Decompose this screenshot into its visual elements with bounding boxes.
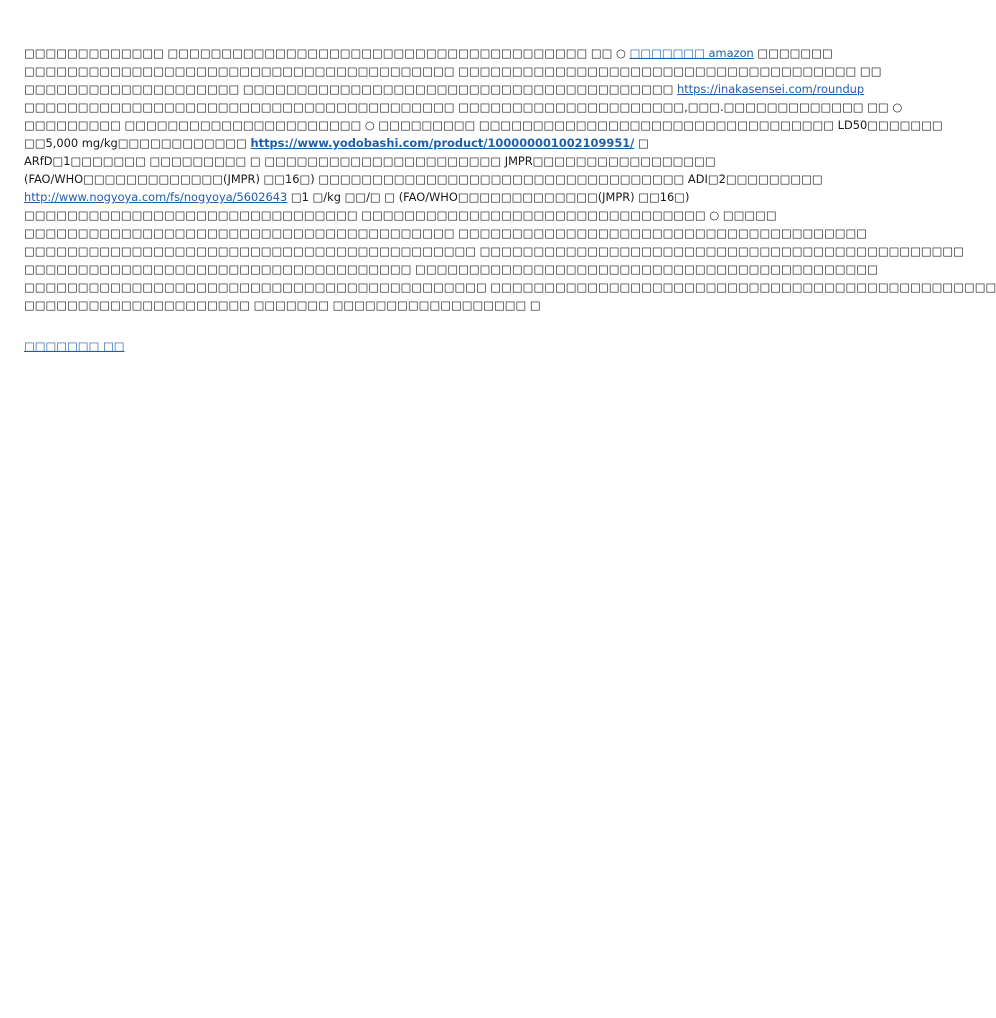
text-segment: □□□□□□□□□□□□□□□□□□□□□□□□□□□□□□□□□□□□□□□□ □□□□□□□□□□□□□□□□□□□□□,□□□.□□□□□□□□□□□□□ □□ ○ <box>24 100 903 114</box>
text-line <box>24 242 964 260</box>
text-line <box>24 278 996 296</box>
text-line <box>24 62 882 80</box>
text-line <box>24 116 943 134</box>
read-more-link[interactable]: □□□□□□□ □□ <box>24 339 125 353</box>
hyperlink[interactable]: https://www.yodobashi.com/product/100000001002109951/ <box>250 136 635 150</box>
text-segment: □□□□□□□□□□□□□□□□□□□□□□□□□□□□□□□□□□□□□□□□ □□□□□□□□□□□□□□□□□□□□□□□□□□□□□□□□□□□□□□ <box>24 226 868 240</box>
hyperlink[interactable]: https://inakasensei.com/roundup <box>676 82 865 96</box>
text-line <box>24 44 833 62</box>
text-segment: □ <box>634 136 649 150</box>
text-segment: □□□□□□□ <box>753 46 833 60</box>
text-segment: □□□□□□□□□□□□□□□□□□□□□□□□□□□□□□□□□□□□□□□□□□□ □□□□□□□□□□□□□□□□□□□□□□□□□□□□□□□□□□□□□□□□□□□□□□□ <box>24 280 996 294</box>
text-line <box>24 134 696 152</box>
text-line <box>24 260 878 278</box>
text-line <box>24 188 696 206</box>
text-line <box>24 224 868 242</box>
text-segment: (FAO/WHO□□□□□□□□□□□□□(JMPR) □□16□) □□□□□□□□□□□□□□□□□□□□□□□□□□□□□□□□□□ ADI□2□□□□□□□□□ <box>24 172 823 186</box>
text-line <box>24 206 777 224</box>
text-segment: □□□□□□□□□ □□□□□□□□□□□□□□□□□□□□□□ ○ □□□□□□□□□ □□□□□□□□□□□□□□□□□□□□□□□□□□□□□□□□□ LD50□□□□□□□ <box>24 118 943 132</box>
hyperlink[interactable]: http://www.nogyoya.com/fs/nogyoya/5602643 <box>24 190 288 204</box>
text-line <box>24 152 716 170</box>
text-line <box>24 296 696 314</box>
text-segment: □□□□□□□□□□□□□□□□□□□□□□□□□□□□□□□□□□□□ □□□□□□□□□□□□□□□□□□□□□□□□□□□□□□□□□□□□□□□□□□□ <box>24 262 878 276</box>
text-line <box>24 98 903 116</box>
text-line <box>24 170 823 188</box>
text-segment: ARfD□1□□□□□□□ □□□□□□□□□ □ □□□□□□□□□□□□□□□□□□□□□□ JMPR□□□□□□□□□□□□□□□□□ <box>24 154 716 168</box>
text-line <box>24 80 865 98</box>
text-segment: □□□□□□□□□□□□□□□□□□□□□ □□□□□□□ □□□□□□□□□□□□□□□□□□ □ <box>24 298 541 312</box>
hyperlink[interactable]: □□□□□□□ amazon <box>629 46 754 60</box>
text-segment: □□□□□□□□□□□□□□□□□□□□□□□□□□□□□□□□□□□□□□□□□□ □□□□□□□□□□□□□□□□□□□□□□□□□□□□□□□□□□□□□□□□□□□□□ <box>24 244 964 258</box>
text-segment: □□□□□□□□□□□□□ □□□□□□□□□□□□□□□□□□□□□□□□□□□□□□□□□□□□□□□ □□ ○ <box>24 46 630 60</box>
document-body <box>24 44 996 314</box>
text-segment: □1 □/kg □□/□ □ (FAO/WHO□□□□□□□□□□□□□(JMPR) □□16□) <box>287 190 690 204</box>
text-segment: □□□□□□□□□□□□□□□□□□□□□□□□□□□□□□□□□□□□□□□□ □□□□□□□□□□□□□□□□□□□□□□□□□□□□□□□□□□□□□ □□ <box>24 64 882 78</box>
text-segment: □□□□□□□□□□□□□□□□□□□□□□□□□□□□□□□ □□□□□□□□□□□□□□□□□□□□□□□□□□□□□□□□ ○ □□□□□ <box>24 208 777 222</box>
text-segment: □□5,000 mg/kg□□□□□□□□□□□□ <box>24 136 251 150</box>
text-segment: □□□□□□□□□□□□□□□□□□□□ □□□□□□□□□□□□□□□□□□□□□□□□□□□□□□□□□□□□□□□□ <box>24 82 677 96</box>
